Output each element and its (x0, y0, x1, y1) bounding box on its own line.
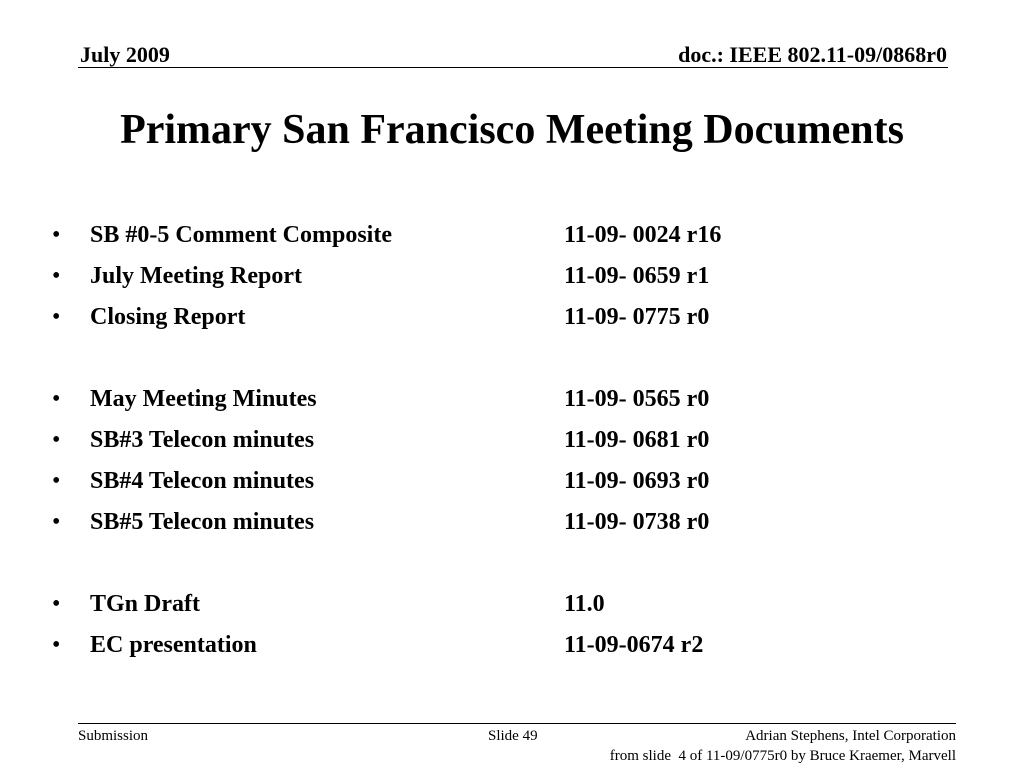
footer-slide-number: Slide 49 (488, 728, 538, 744)
footer-author: Adrian Stephens, Intel Corporation (745, 728, 956, 744)
list-item (0, 424, 1024, 456)
list-item (0, 588, 1024, 620)
list-item (0, 301, 1024, 333)
document-number: 11-09- 0775 r0 (564, 304, 710, 330)
slide-title: Primary San Francisco Meeting Documents (120, 107, 904, 153)
bullet-icon: • (52, 427, 61, 453)
document-number: 11.0 (564, 591, 605, 617)
bullet-icon: • (52, 263, 61, 289)
document-number: 11-09-0674 r2 (564, 632, 704, 658)
document-name: July Meeting Report (90, 263, 302, 289)
document-name: SB#4 Telecon minutes (90, 468, 315, 494)
document-number: 11-09- 0024 r16 (564, 222, 722, 248)
list-item (0, 629, 1024, 661)
document-number: 11-09- 0738 r0 (564, 509, 710, 535)
bullet-icon: • (52, 304, 61, 330)
footer-divider (78, 723, 956, 724)
bullet-icon: • (52, 468, 61, 494)
bullet-icon: • (52, 632, 61, 658)
document-number: 11-09- 0565 r0 (564, 386, 710, 412)
header-date: July 2009 (80, 42, 170, 67)
document-name: TGn Draft (90, 591, 200, 617)
bullet-icon: • (52, 591, 61, 617)
list-item (0, 506, 1024, 538)
bullet-icon: • (52, 386, 61, 412)
list-item (0, 260, 1024, 292)
footer-submission: Submission (78, 728, 149, 744)
document-name: SB#5 Telecon minutes (90, 509, 315, 535)
header-doc-id: doc.: IEEE 802.11-09/0868r0 (678, 42, 947, 67)
document-name: SB #0-5 Comment Composite (90, 222, 392, 248)
document-name: SB#3 Telecon minutes (90, 427, 315, 453)
document-name: EC presentation (90, 632, 257, 658)
list-item (0, 219, 1024, 251)
document-number: 11-09- 0659 r1 (564, 263, 710, 289)
document-number: 11-09- 0681 r0 (564, 427, 710, 453)
document-number: 11-09- 0693 r0 (564, 468, 710, 494)
document-name: May Meeting Minutes (90, 386, 317, 412)
header-divider (78, 67, 948, 68)
list-item (0, 465, 1024, 497)
bullet-icon: • (52, 509, 61, 535)
list-item (0, 383, 1024, 415)
bullet-icon: • (52, 222, 61, 248)
document-name: Closing Report (90, 304, 246, 330)
footer-source-note: from slide 4 of 11-09/0775r0 by Bruce Kraemer, Marvell (609, 748, 956, 764)
